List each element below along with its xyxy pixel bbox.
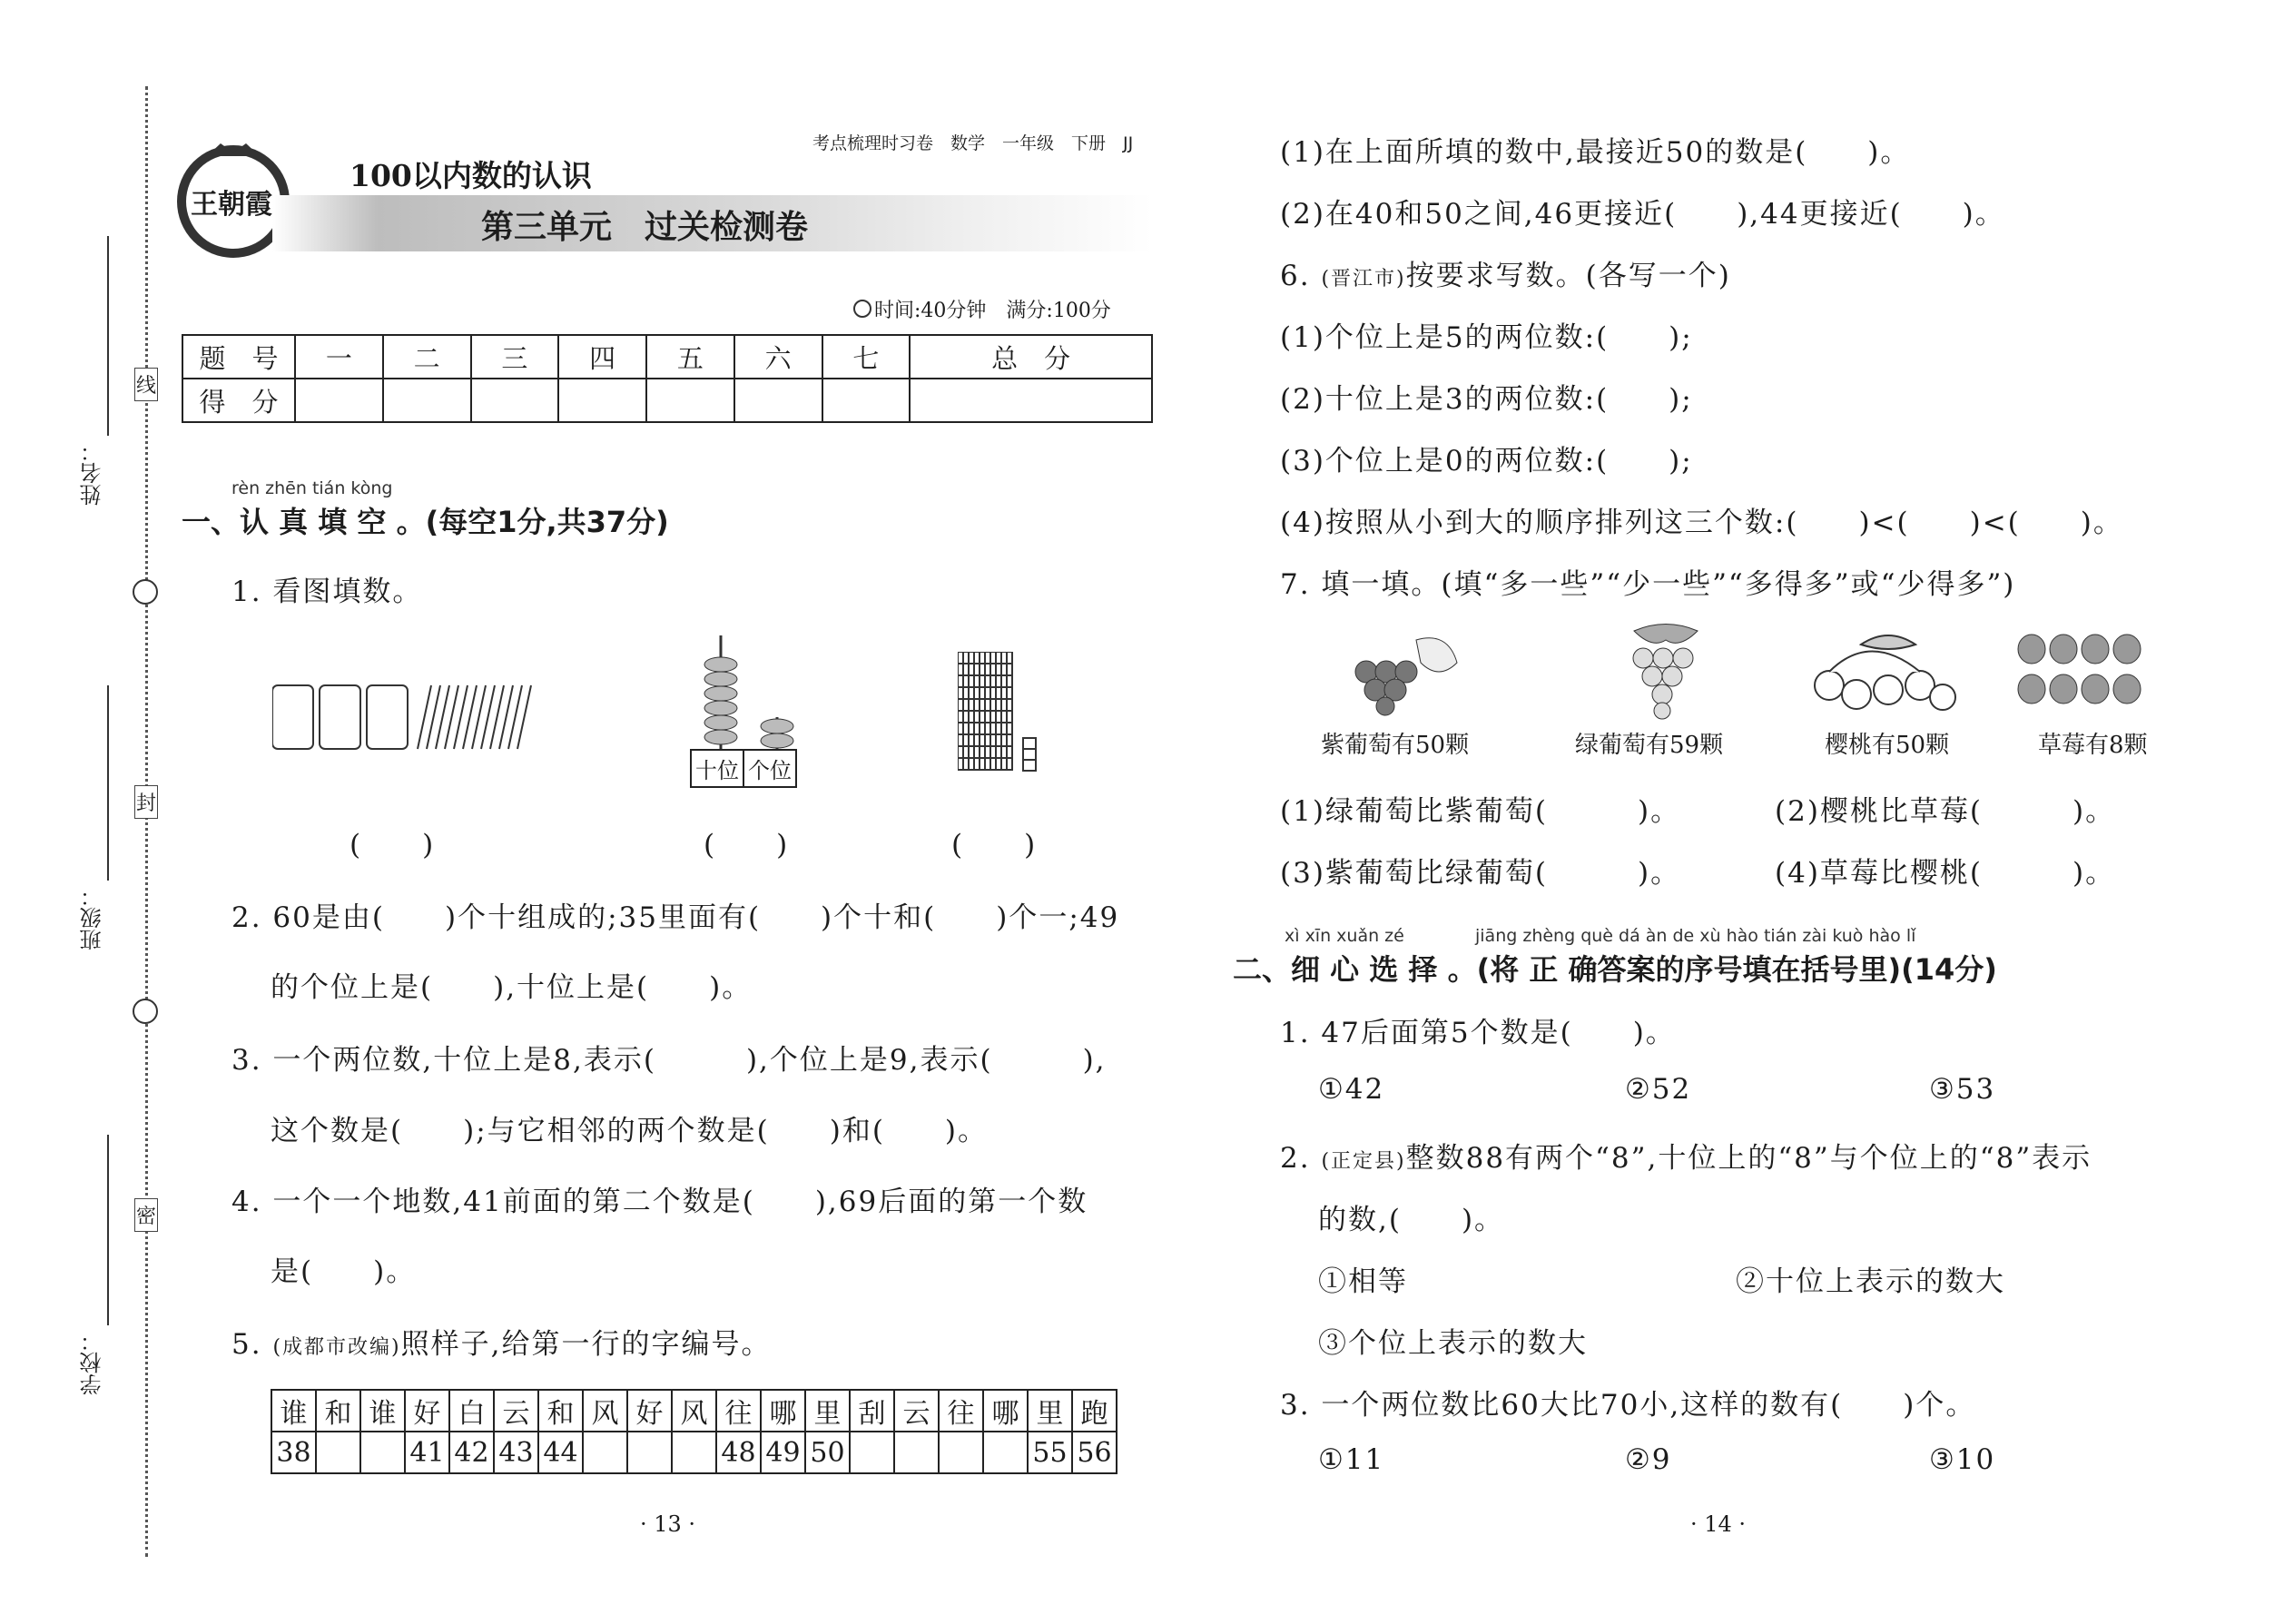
- q6-source: (晋江市): [1321, 268, 1406, 290]
- seal-mark-xian: 线: [134, 368, 158, 401]
- num-cell: 49: [761, 1432, 805, 1473]
- char-cell: 好: [405, 1390, 449, 1432]
- score-header-cell: 六: [734, 335, 822, 379]
- q5-line: [231, 1321, 771, 1362]
- score-cell[interactable]: [910, 379, 1152, 422]
- num-cell[interactable]: [983, 1432, 1028, 1473]
- score-table-score-row: [182, 379, 1152, 422]
- char-cell: 和: [538, 1390, 583, 1432]
- char-cell: 谁: [360, 1390, 405, 1432]
- char-cell: 哪: [983, 1390, 1028, 1432]
- section2-title: 二、细 心 选 择 。(将 正 确答案的序号填在括号里)(14分): [1233, 952, 1997, 987]
- num-cell[interactable]: [894, 1432, 939, 1473]
- page-number-left: · 13 ·: [640, 1511, 696, 1537]
- score-header-cell: 三: [471, 335, 559, 379]
- score-cell[interactable]: [822, 379, 911, 422]
- section1-title: 一、认 真 填 空 。(每空1分,共37分): [182, 505, 669, 539]
- cherries-image: [1807, 626, 1961, 721]
- fruit-caption-purple-grapes: 紫葡萄有50颗: [1321, 732, 1470, 759]
- q4-line1: 4. 一个一个地数,41前面的第二个数是( ),69后面的第一个数: [231, 1186, 1088, 1218]
- char-cell: 风: [583, 1390, 627, 1432]
- c2-option-2[interactable]: ②十位上表示的数大: [1736, 1265, 2005, 1298]
- fruit-caption-cherries: 樱桃有50颗: [1825, 732, 1950, 759]
- c1-option-3[interactable]: ③53: [1929, 1073, 1996, 1106]
- q5-text: 照样子,给第一行的字编号。: [400, 1328, 772, 1361]
- q4-line2: 是( )。: [271, 1255, 417, 1288]
- c2-line1: [1280, 1135, 2092, 1176]
- section2-pinyin-b: jiāng zhèng què dá àn de xù hào tián zài kuò hào lǐ: [1475, 926, 1916, 946]
- q5-num-row: [271, 1432, 1117, 1473]
- score-table-header-row: [182, 335, 1152, 379]
- num-cell: 55: [1028, 1432, 1072, 1473]
- class-label: 班级：: [80, 885, 105, 950]
- num-cell[interactable]: [939, 1432, 983, 1473]
- score-cell[interactable]: [734, 379, 822, 422]
- num-cell: 44: [538, 1432, 583, 1473]
- r-q6-3: (3)个位上是0的两位数:( );: [1280, 445, 1693, 477]
- abacus-tens-label: 十位: [691, 750, 743, 787]
- char-cell: 云: [894, 1390, 939, 1432]
- purple-grapes-image: [1348, 626, 1466, 721]
- char-cell: 刮: [850, 1390, 894, 1432]
- q6-number: 6.: [1280, 260, 1311, 292]
- num-cell: 38: [271, 1432, 316, 1473]
- exam-title: 第三单元 过关检测卷: [481, 209, 809, 246]
- score-cell[interactable]: [646, 379, 734, 422]
- c3-option-3[interactable]: ③10: [1929, 1443, 1996, 1476]
- char-cell: 跑: [1072, 1390, 1117, 1432]
- cubes-image: [958, 652, 1049, 778]
- char-cell: 好: [627, 1390, 672, 1432]
- q5-number: 5.: [231, 1328, 262, 1361]
- series-label: 考点梳理时习卷 数学 一年级 下册 JJ: [812, 133, 1134, 153]
- green-grapes-image: [1616, 622, 1716, 725]
- c2-line2: 的数,( )。: [1318, 1204, 1505, 1236]
- score-header-cell: 四: [558, 335, 646, 379]
- q2-line1: 2. 60是由( )个十组成的;35里面有( )个十和( )个一;49: [231, 901, 1120, 934]
- scissors-icon: [133, 579, 158, 605]
- page-number-right: · 14 ·: [1690, 1511, 1747, 1537]
- c2-text: 整数88有两个“8”,十位上的“8”与个位上的“8”表示: [1405, 1142, 2092, 1175]
- abacus-ones-label: 个位: [743, 750, 796, 787]
- q3-line1: 3. 一个两位数,十位上是8,表示( ),个位上是9,表示( ),: [231, 1044, 1107, 1077]
- q2-line2: 的个位上是( ),十位上是( )。: [271, 971, 753, 1004]
- score-header-cell: 一: [295, 335, 383, 379]
- num-cell[interactable]: [360, 1432, 405, 1473]
- num-cell[interactable]: [850, 1432, 894, 1473]
- score-cell[interactable]: [383, 379, 471, 422]
- class-underline: [107, 685, 109, 881]
- char-cell: 里: [805, 1390, 850, 1432]
- seal-mark-feng: 封: [134, 785, 158, 819]
- r-q4-1: (1)在上面所填的数中,最接近50的数是( )。: [1280, 136, 1911, 169]
- abacus-image: [690, 635, 808, 757]
- score-header-cell: 总 分: [910, 335, 1152, 379]
- q6-text: 按要求写数。(各写一个): [1405, 260, 1731, 292]
- num-cell: 43: [494, 1432, 538, 1473]
- num-cell[interactable]: [316, 1432, 360, 1473]
- q5-char-table: [271, 1389, 1117, 1474]
- char-cell: 往: [716, 1390, 761, 1432]
- score-header-cell: 七: [822, 335, 911, 379]
- c3-text: 3. 一个两位数比60大比70小,这样的数有( )个。: [1280, 1389, 1976, 1422]
- char-cell: 白: [449, 1390, 494, 1432]
- abacus-place-table: [690, 749, 797, 788]
- c3-option-2[interactable]: ②9: [1625, 1443, 1672, 1476]
- section1-pinyin: rèn zhēn tián kòng: [231, 478, 393, 498]
- clock-icon: [853, 300, 871, 318]
- q1-blank-1[interactable]: ( ): [350, 829, 436, 861]
- score-header-cell: 题 号: [182, 335, 295, 379]
- r-q6-2: (2)十位上是3的两位数:( );: [1280, 383, 1693, 416]
- q5-source: (成都市改编): [272, 1336, 401, 1359]
- time-info: 时间:40分钟 满分:100分: [874, 300, 1111, 322]
- r-q7-1: (1)绿葡萄比紫葡萄( )。: [1280, 795, 1681, 828]
- c1-option-2[interactable]: ②52: [1625, 1073, 1692, 1106]
- char-cell: 里: [1028, 1390, 1072, 1432]
- school-underline: [107, 1135, 109, 1325]
- char-cell: 哪: [761, 1390, 805, 1432]
- brand-name: 王朝霞: [191, 189, 272, 221]
- sticks-bundle-image: [272, 676, 545, 762]
- score-cell[interactable]: [295, 379, 383, 422]
- fruit-caption-green-grapes: 绿葡萄有59颗: [1575, 732, 1724, 759]
- q1-text: 1. 看图填数。: [231, 576, 423, 608]
- c2-option-3[interactable]: ③个位上表示的数大: [1318, 1327, 1588, 1360]
- fruit-caption-strawberries: 草莓有8颗: [2038, 732, 2148, 759]
- score-cell[interactable]: [558, 379, 646, 422]
- q3-line2: 这个数是( );与它相邻的两个数是( )和( )。: [271, 1115, 989, 1147]
- r-q6-1: (1)个位上是5的两位数:( );: [1280, 321, 1693, 354]
- score-row-label: 得 分: [182, 379, 295, 422]
- num-cell[interactable]: [627, 1432, 672, 1473]
- name-underline: [107, 236, 109, 436]
- q1-blank-2[interactable]: ( ): [704, 829, 790, 861]
- r-q7-4: (4)草莓比樱桃( )。: [1775, 857, 2116, 890]
- c2-number: 2.: [1280, 1142, 1311, 1175]
- c2-option-1[interactable]: ①相等: [1318, 1265, 1408, 1298]
- r-q6-line: [1280, 252, 1731, 293]
- r-q7: 7. 填一填。(填“多一些”“少一些”“多得多”或“少得多”): [1280, 568, 2016, 601]
- q1-blank-3[interactable]: ( ): [951, 829, 1038, 861]
- num-cell: 41: [405, 1432, 449, 1473]
- r-q7-2: (2)樱桃比草莓( )。: [1775, 795, 2116, 828]
- r-q6-4: (4)按照从小到大的顺序排列这三个数:( )<( )<( )。: [1280, 507, 2123, 539]
- score-header-cell: 二: [383, 335, 471, 379]
- school-label: 学校：: [80, 1330, 105, 1395]
- char-cell: 和: [316, 1390, 360, 1432]
- num-cell: 56: [1072, 1432, 1117, 1473]
- section2-pinyin-a: xì xīn xuǎn zé: [1285, 926, 1404, 946]
- scissors-icon: [133, 999, 158, 1024]
- num-cell[interactable]: [672, 1432, 716, 1473]
- r-q7-3: (3)紫葡萄比绿葡萄( )。: [1280, 857, 1681, 890]
- c3-option-1[interactable]: ①11: [1318, 1443, 1385, 1476]
- binding-dotted-line: [145, 86, 148, 1557]
- seal-mark-mi: 密: [134, 1198, 158, 1232]
- num-cell: 50: [805, 1432, 850, 1473]
- c2-source: (正定县): [1321, 1150, 1406, 1173]
- c1-option-1[interactable]: ①42: [1318, 1073, 1385, 1106]
- num-cell[interactable]: [583, 1432, 627, 1473]
- score-table: [182, 334, 1153, 423]
- strawberries-image: [2015, 631, 2142, 716]
- char-cell: 云: [494, 1390, 538, 1432]
- char-cell: 往: [939, 1390, 983, 1432]
- char-cell: 风: [672, 1390, 716, 1432]
- c1-text: 1. 47后面第5个数是( )。: [1280, 1017, 1676, 1049]
- q5-char-row: [271, 1390, 1117, 1432]
- num-cell: 42: [449, 1432, 494, 1473]
- r-q4-2: (2)在40和50之间,46更接近( ),44更接近( )。: [1280, 198, 2005, 231]
- score-header-cell: 五: [646, 335, 734, 379]
- name-label: 姓名：: [80, 440, 105, 506]
- num-cell: 48: [716, 1432, 761, 1473]
- topic-label: 100以内数的认识: [350, 158, 592, 193]
- score-cell[interactable]: [471, 379, 559, 422]
- char-cell: 谁: [271, 1390, 316, 1432]
